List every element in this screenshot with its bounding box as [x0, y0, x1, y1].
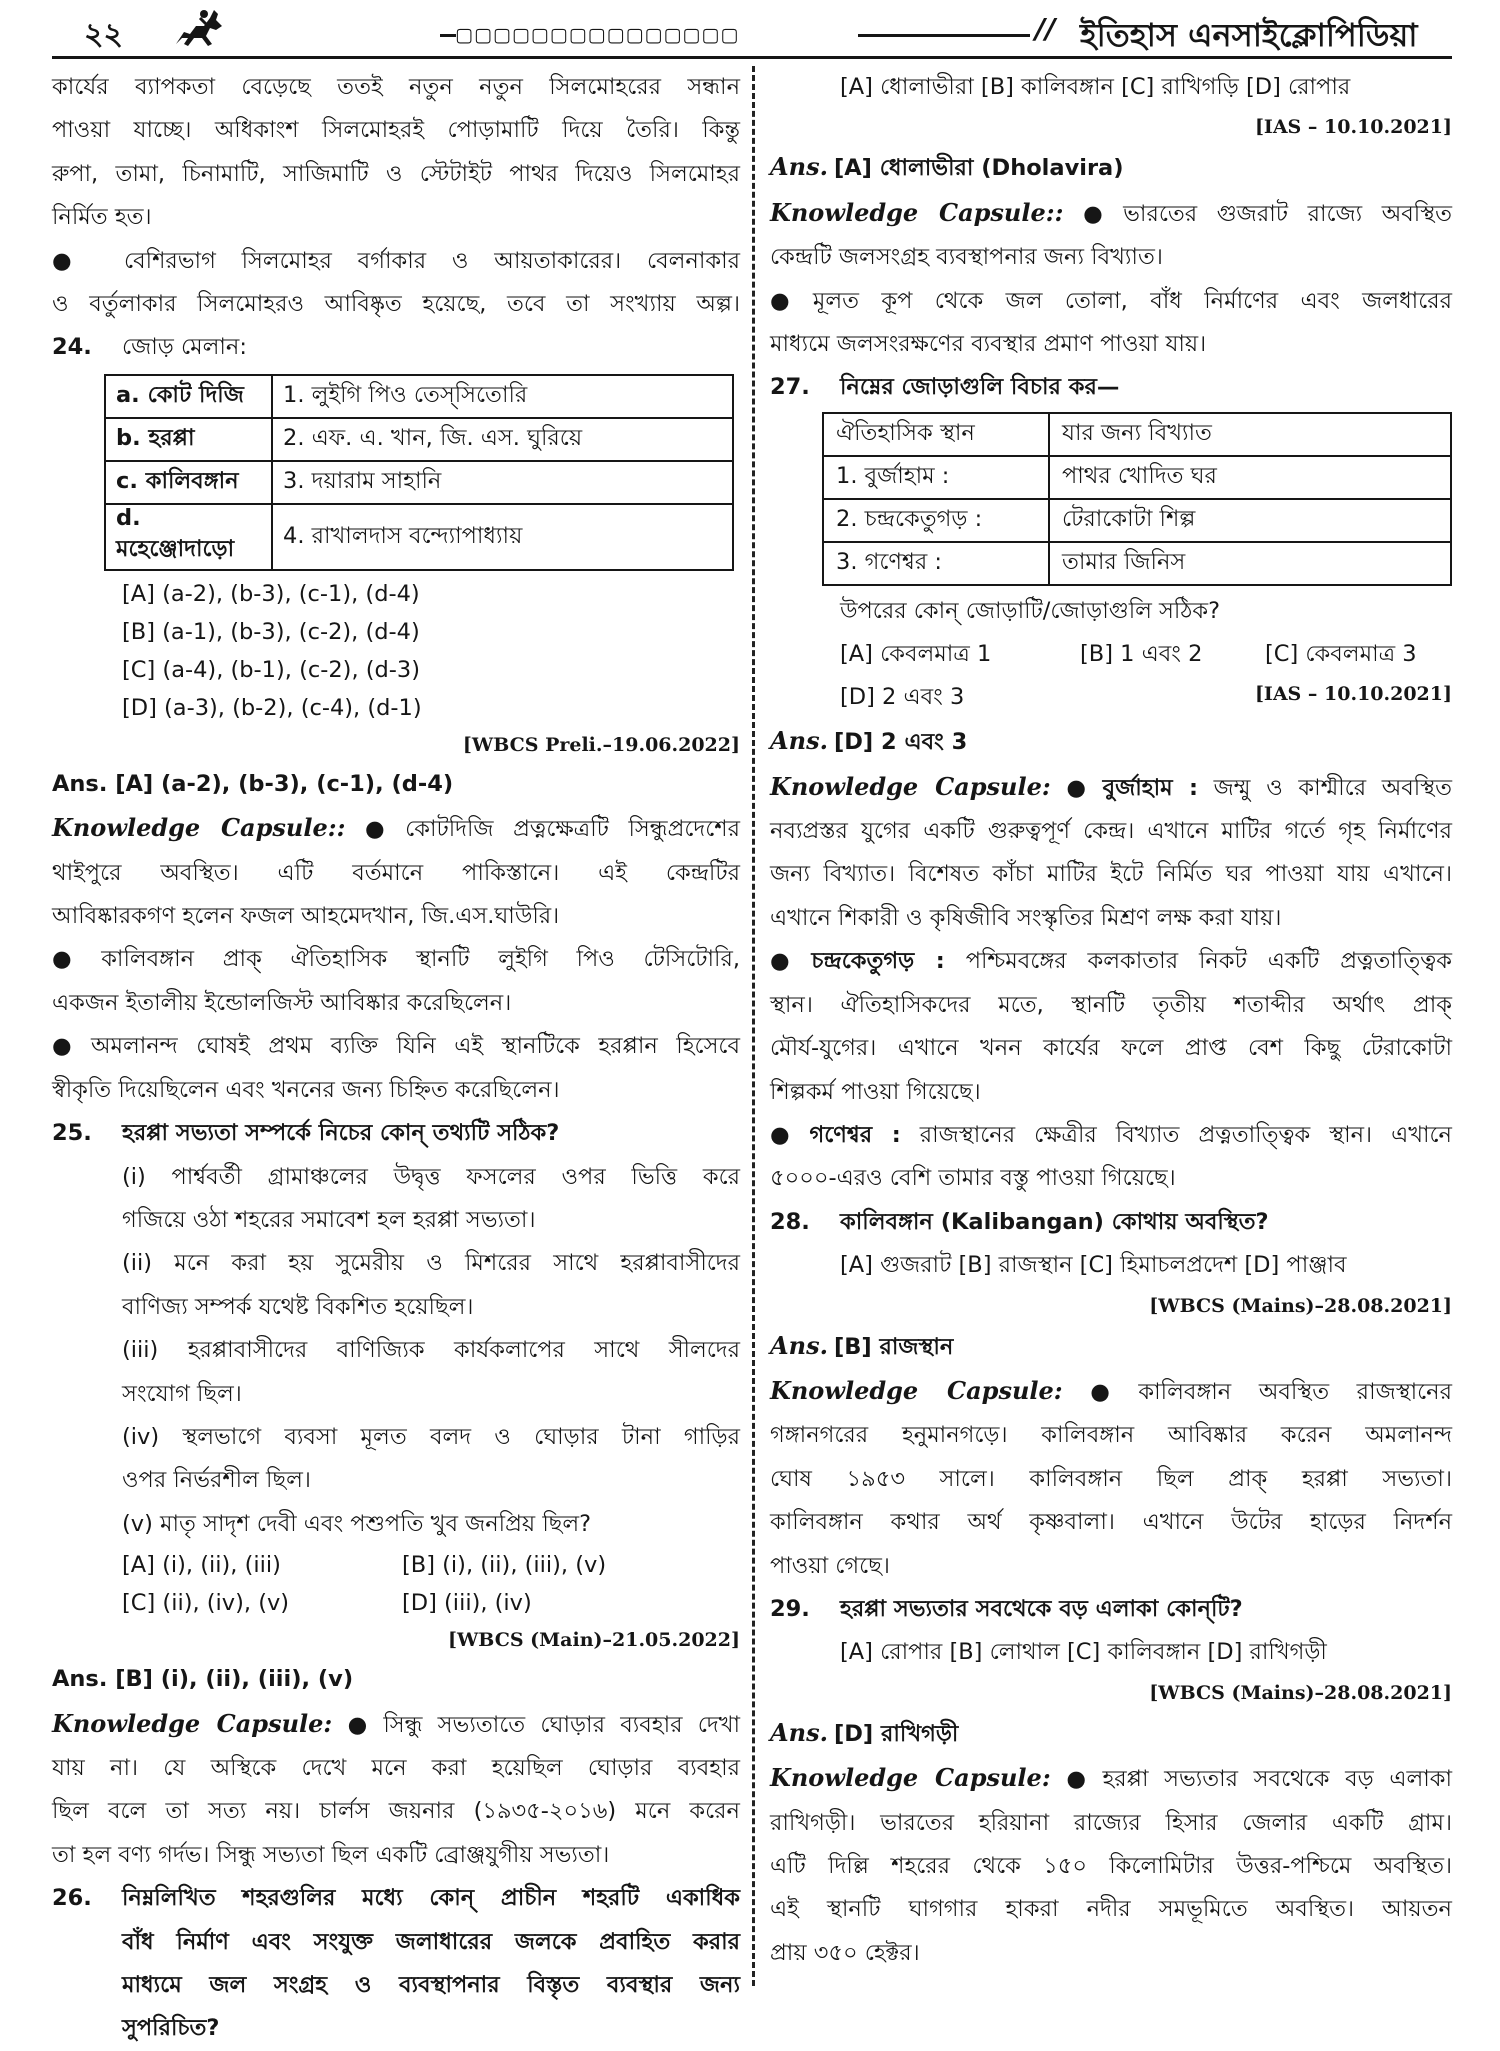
text-line: কেন্দ্রটি জলসংগ্রহ ব্যবস্থাপনার জন্য বিখ্যাত।: [770, 244, 1163, 271]
question-line: মাধ্যমে জল সংগ্রহ ও ব্যবস্থাপনার বিস্তৃত ব্যবস্থার জন্য: [122, 1972, 740, 1998]
table-cell: 1. লুইগি পিও তেস্‌সিতোরি: [272, 375, 733, 418]
text-line: জন্য বিখ্যাত। বিশেষত কাঁচা মাটির ইটে নির্মিত ঘর পাওয়া যায় এখানে।: [770, 861, 1452, 888]
text-line: গঙ্গানগরের হনুমানগড়ে। কালিবঙ্গান আবিষ্কার করেন অমলানন্দ: [770, 1422, 1452, 1449]
table-cell: c. কালিবঙ্গান: [105, 461, 272, 504]
page-number: ২২: [84, 17, 124, 52]
table-cell: a. কোট দিজি: [105, 375, 272, 418]
left-column: [52, 66, 740, 2051]
source-ref: [WBCS (Mains)–28.08.2021]: [1149, 1681, 1452, 1704]
text-line: স্থান। ঐতিহাসিকদের মতে, স্থানটি তৃতীয় শতাব্দীর অর্থাৎ প্রাক্: [770, 991, 1452, 1018]
table-cell: 4. রাখালদাস বন্দ্যোপাধ্যায়: [272, 504, 733, 570]
kc-line: Knowledge Capsule:: ● ভারতের গুজরাট রাজ্যে অবস্থিত: [770, 197, 1452, 227]
text-line: থাইপুরে অবস্থিত। এটি বর্তমানে পাকিস্তানে। এই কেন্দ্রটির: [52, 859, 740, 886]
text-line: ছিল বলে তা সত্য নয়। চার্লস জয়নার (১৯৩৫-২০১৬) মনে করেন: [52, 1798, 740, 1825]
text-line: ঘোষ ১৯৫৩ সালে। কালিবঙ্গান ছিল প্রাক্ হরপ্পা সভ্যতা।: [770, 1465, 1452, 1492]
kc-label: Knowledge Capsule:: [770, 1763, 1051, 1793]
header-line-left: [440, 34, 456, 37]
answer-26: Ans. [A] ধোলাভীরা (Dholavira): [770, 152, 1124, 182]
bullet-icon: ●: [1090, 1378, 1131, 1405]
table-cell: 1. বুর্জাহাম :: [823, 456, 1049, 499]
option-row: [52, 1584, 740, 1622]
column-header: ঐতিহাসিক স্থান: [823, 413, 1049, 456]
table-cell: 3. দয়ারাম সাহানি: [272, 461, 733, 504]
answer-27: Ans. [D] 2 এবং 3: [770, 726, 968, 756]
kc-label: Knowledge Capsule::: [52, 813, 346, 843]
bullet-icon: ●: [52, 946, 94, 973]
column-divider: [752, 66, 755, 1986]
table-row: [105, 375, 733, 418]
question-24: 24. জোড় মেলান:: [52, 334, 247, 361]
text-line: মৌর্য-যুগের। এখানে খনন কার্যের ফলে প্রাপ্ত বেশ কিছু টেরাকোটা: [770, 1035, 1452, 1062]
text-line: কার্যের ব্যাপকতা বেড়েছে ততই নতুন নতুন সিলমোহরের সন্ধান: [52, 74, 740, 100]
statement-line: (ii) মনে করা হয় সুমেরীয় ও মিশরের সাথে হরপ্পাবাসীদের: [122, 1250, 740, 1277]
bullet-icon: ●: [1066, 774, 1095, 801]
statement-line: বাণিজ্য সম্পর্ক যথেষ্ট বিকশিত হয়েছিল।: [122, 1293, 474, 1320]
option-c: [C] (a-4), (b-1), (c-2), (d-3): [122, 656, 421, 683]
question-line: সুপরিচিত?: [122, 2015, 220, 2042]
table-row: [823, 499, 1451, 542]
bullet-line: ● বেশিরভাগ সিলমোহর বর্গাকার ও আয়তাকারের। বেলনাকার: [52, 247, 740, 274]
bullet-icon: ●: [1066, 1766, 1095, 1793]
option-a: [A] (a-2), (b-3), (c-1), (d-4): [122, 580, 420, 607]
option-b: [B] 1 এবং 2: [1080, 641, 1203, 668]
table-cell: তামার জিনিস: [1049, 542, 1451, 585]
option-d: [D] 2 এবং 3: [840, 684, 965, 711]
kc-label: Knowledge Capsule::: [770, 197, 1064, 227]
text-line: তা হল বণ্য গর্দভ। সিন্ধু সভ্যতা ছিল একটি ব্রোঞ্জযুগীয় সভ্যতা।: [52, 1841, 610, 1868]
text-line: মাধ্যমে জলসংরক্ষণের ব্যবস্থার প্রমাণ পাওয়া যায়।: [770, 331, 1207, 358]
options-26: [A] ধোলাভীরা [B] কালিবঙ্গান [C] রাখিগড়ি [D] রোপার: [840, 74, 1351, 100]
kc-line: Knowledge Capsule: ● কালিবঙ্গান অবস্থিত রাজস্থানের: [770, 1375, 1452, 1405]
kc-label: Knowledge Capsule:: [52, 1708, 333, 1738]
text-line: আবিষ্কারকগণ হলেন ফজল আহমেদখান, জি.এস.ঘাউরি।: [52, 903, 560, 930]
table-row: [823, 456, 1451, 499]
table-header-row: [823, 413, 1451, 456]
option-row: [770, 676, 1452, 719]
table-cell: পাথর খোদিত ঘর: [1049, 456, 1451, 499]
header-rule: [52, 56, 1452, 59]
header-slash: //: [1035, 12, 1056, 45]
option-d: [D] (iii), (iv): [402, 1590, 532, 1617]
option-row: [770, 633, 1452, 676]
question-25: 25. হরপ্পা সভ্যতা সম্পর্কে নিচের কোন্ তথ্যটি সঠিক?: [52, 1120, 560, 1147]
text-line: পাওয়া যাচ্ছে। অধিকাংশ সিলমোহরই পোড়ামাটি দিয়ে তৈরি। কিন্তু: [52, 117, 740, 144]
option-a: [A] কেবলমাত্র 1: [840, 641, 992, 668]
question-29: 29. হরপ্পা সভ্যতার সবথেকে বড় এলাকা কোন্‌টি?: [770, 1595, 1243, 1622]
table-cell: d. মহেঞ্জোদাড়ো: [105, 504, 272, 570]
text-line: নব্যপ্রস্তর যুগের একটি গুরুত্বপূর্ণ কেন্দ্র। এখানে মাটির গর্তে গৃহ নির্মাণের: [770, 818, 1452, 845]
statement-line: গজিয়ে ওঠা শহরের সমাবেশ হল হরপ্পা সভ্যতা।: [122, 1206, 536, 1233]
source-ref: [IAS – 10.10.2021]: [1254, 116, 1452, 139]
question-line: বাঁধ নির্মাণ এবং সংযুক্ত জলাধারের জলকে প্রবাহিত করার: [122, 1928, 740, 1955]
text-line: এখানে শিকারী ও কৃষিজীবি সংস্কৃতির মিশ্রণ লক্ষ করা যায়।: [770, 904, 1282, 931]
answer-25: Ans. [B] (i), (ii), (iii), (v): [52, 1666, 354, 1693]
text-line: কালিবঙ্গান কথার অর্থ কৃষ্ণবালা। এখানে উটের হাড়ের নিদর্শন: [770, 1509, 1452, 1536]
text-line: প্রায় ৩৫০ হেক্টর।: [770, 1939, 920, 1966]
text-line: এই স্থানটি ঘাগগার হাকরা নদীর সমভূমিতে অবস্থিত। আয়তন: [770, 1896, 1452, 1923]
text-line: ৫০০০-এরও বেশি তামার বস্তু পাওয়া গিয়েছে।: [770, 1165, 1176, 1192]
text-line: স্বীকৃতি দিয়েছিলেন এবং খননের জন্য চিহ্নিত করেছিলেন।: [52, 1076, 560, 1103]
text-line: নির্মিত হত।: [52, 204, 152, 231]
text-line: শিল্পকর্ম পাওয়া গিয়েছে।: [770, 1078, 981, 1105]
kc-line: Knowledge Capsule: ● হরপ্পা সভ্যতার সবথেকে বড় এলাকা: [770, 1763, 1453, 1793]
header-decoration: ▢▢▢▢▢▢▢▢▢▢▢▢▢▢▢: [455, 24, 740, 46]
bullet-icon: ●: [347, 1711, 376, 1738]
bullet-icon: ●: [52, 1033, 83, 1060]
option-c: [C] কেবলমাত্র 3: [1265, 641, 1417, 668]
bullet-icon: ●: [770, 287, 805, 314]
source-ref: [IAS – 10.10.2021]: [1254, 683, 1452, 706]
source-ref: [WBCS (Main)–21.05.2022]: [447, 1629, 740, 1652]
text-line: একজন ইতালীয় ইন্ডোলজিস্ট আবিষ্কার করেছিলেন।: [52, 989, 512, 1016]
bullet-line: ● গণেশ্বর : রাজস্থানের ক্ষেত্রীর বিখ্যাত প্রত্নতাত্ত্বিক স্থান। এখানে: [770, 1121, 1452, 1148]
bullet-icon: ●: [1083, 200, 1116, 227]
kc-label: Knowledge Capsule:: [770, 1375, 1063, 1405]
kc-line: Knowledge Capsule:: ● কোটদিজি প্রত্নক্ষেত্রটি সিন্ধুপ্রদেশের: [52, 813, 740, 843]
statement-line: (iv) স্থলভাগে ব্যবসা মূলত বলদ ও ঘোড়ার টানা গাড়ির: [122, 1423, 740, 1450]
table-row: [823, 542, 1451, 585]
match-table-24: [104, 374, 734, 571]
bullet-line: ● চন্দ্রকেতুগড় : পশ্চিমবঙ্গের কলকাতার নিকট একটি প্রত্নতাত্ত্বিক: [770, 948, 1452, 975]
table-cell: b. হরপ্পা: [105, 418, 272, 461]
bullet-icon: ●: [770, 948, 804, 975]
table-row: [105, 504, 733, 570]
statement-line: সংযোগ ছিল।: [122, 1380, 242, 1407]
column-header: যার জন্য বিখ্যাত: [1049, 413, 1451, 456]
option-b: [B] (a-1), (b-3), (c-2), (d-4): [122, 618, 420, 645]
header-line-right: [858, 34, 1030, 37]
kc-line: Knowledge Capsule: ● বুর্জাহাম : জম্মু ও কাশ্মীরে অবস্থিত: [770, 771, 1452, 801]
table-cell: 2. এফ. এ. খান, জি. এস. ঘুরিয়ে: [272, 418, 733, 461]
text-line: যায় না। যে অস্থিকে দেখে মনে করা হয়েছিল ঘোড়ার ব্যবহার: [52, 1754, 740, 1781]
answer-29: Ans. [D] রাখিগড়ী: [770, 1717, 959, 1747]
option-row: [52, 1546, 740, 1584]
answer-28: Ans. [B] রাজস্থান: [770, 1330, 954, 1360]
horse-rider-icon: [170, 4, 228, 52]
question-27: 27. নিম্নের জোড়াগুলি বিচার কর—: [770, 374, 1120, 401]
option-a: [A] (i), (ii), (iii): [122, 1552, 281, 1579]
book-title: ইতিহাস এনসাইক্লোপিডিয়া: [1080, 16, 1418, 54]
right-column: [770, 66, 1452, 1975]
page-header: [0, 0, 1500, 58]
bullet-icon: ●: [365, 816, 398, 843]
question-28: 28. কালিবঙ্গান (Kalibangan) কোথায় অবস্থিত?: [770, 1208, 1269, 1235]
text-line: এটি দিল্লি শহরের থেকে ১৫০ কিলোমিটার উত্তর-পশ্চিমে অবস্থিত।: [770, 1853, 1452, 1879]
table-cell: টেরাকোটা শিল্প: [1049, 499, 1451, 542]
options-29: [A] রোপার [B] লোথাল [C] কালিবঙ্গান [D] রাখিগড়ী: [840, 1639, 1327, 1666]
table-cell: 3. গণেশ্বর :: [823, 542, 1049, 585]
text-line: রুপা, তামা, চিনামাটি, সাজিমাটি ও স্টেটাইট পাথর দিয়েও সিলমোহর: [52, 160, 740, 187]
question-26: 26. নিম্নলিখিত শহরগুলির মধ্যে কোন্ প্রাচীন শহরটি একাধিক: [52, 1885, 740, 1912]
table-row: [105, 461, 733, 504]
statement-line: ওপর নির্ভরশীল ছিল।: [122, 1467, 311, 1494]
text-line: পাওয়া গেছে।: [770, 1552, 890, 1579]
question-ask: উপরের কোন্ জোড়াটি/জোড়াগুলি সঠিক?: [840, 597, 1221, 624]
table-row: [105, 418, 733, 461]
table-cell: 2. চন্দ্রকেতুগড় :: [823, 499, 1049, 542]
option-d: [D] (a-3), (b-2), (c-4), (d-1): [122, 694, 422, 721]
pairs-table-27: [822, 412, 1452, 586]
answer-24: Ans. [A] (a-2), (b-3), (c-1), (d-4): [52, 770, 454, 797]
bullet-icon: ●: [770, 1121, 802, 1148]
bullet-line: ● অমলানন্দ ঘোষই প্রথম ব্যক্তি যিনি এই স্থানটিকে হরপ্পান হিসেবে: [52, 1033, 740, 1060]
bullet-line: ● কালিবঙ্গান প্রাক্ ঐতিহাসিক স্থানটি লুইগি পিও টেসিটোরি,: [52, 946, 741, 973]
options-28: [A] গুজরাট [B] রাজস্থান [C] হিমাচলপ্রদেশ [D] পাঞ্জাব: [840, 1252, 1347, 1279]
text-line: রাখিগড়ী। ভারতের হরিয়ানা রাজ্যের হিসার জেলার একটি গ্রাম।: [770, 1809, 1452, 1836]
option-c: [C] (ii), (iv), (v): [122, 1590, 290, 1617]
source-ref: [WBCS Preli.–19.06.2022]: [462, 733, 740, 756]
kc-line: Knowledge Capsule: ● সিন্ধু সভ্যতাতে ঘোড়ার ব্যবহার দেখা: [52, 1708, 740, 1738]
option-b: [B] (i), (ii), (iii), (v): [402, 1552, 607, 1579]
statement-line: (iii) হরপ্পাবাসীদের বাণিজ্যিক কার্যকলাপের সাথে সীলদের: [122, 1337, 740, 1364]
statement-line: (v) মাতৃ সাদৃশ দেবী এবং পশুপতি খুব জনপ্রিয় ছিল?: [122, 1510, 592, 1537]
bullet-icon: ●: [52, 247, 91, 274]
statement-line: (i) পার্শ্ববর্তী গ্রামাঞ্চলের উদ্বৃত্ত ফসলের ওপর ভিত্তি করে: [122, 1163, 740, 1190]
kc-label: Knowledge Capsule:: [770, 771, 1051, 801]
source-ref: [WBCS (Mains)–28.08.2021]: [1149, 1294, 1452, 1317]
text-line: ও বর্তুলাকার সিলমোহরও আবিষ্কৃত হয়েছে, তবে তা সংখ্যায় অল্প।: [52, 291, 740, 318]
bullet-line: ● মূলত কূপ থেকে জল তোলা, বাঁধ নির্মাণের এবং জলধারের: [770, 287, 1452, 314]
